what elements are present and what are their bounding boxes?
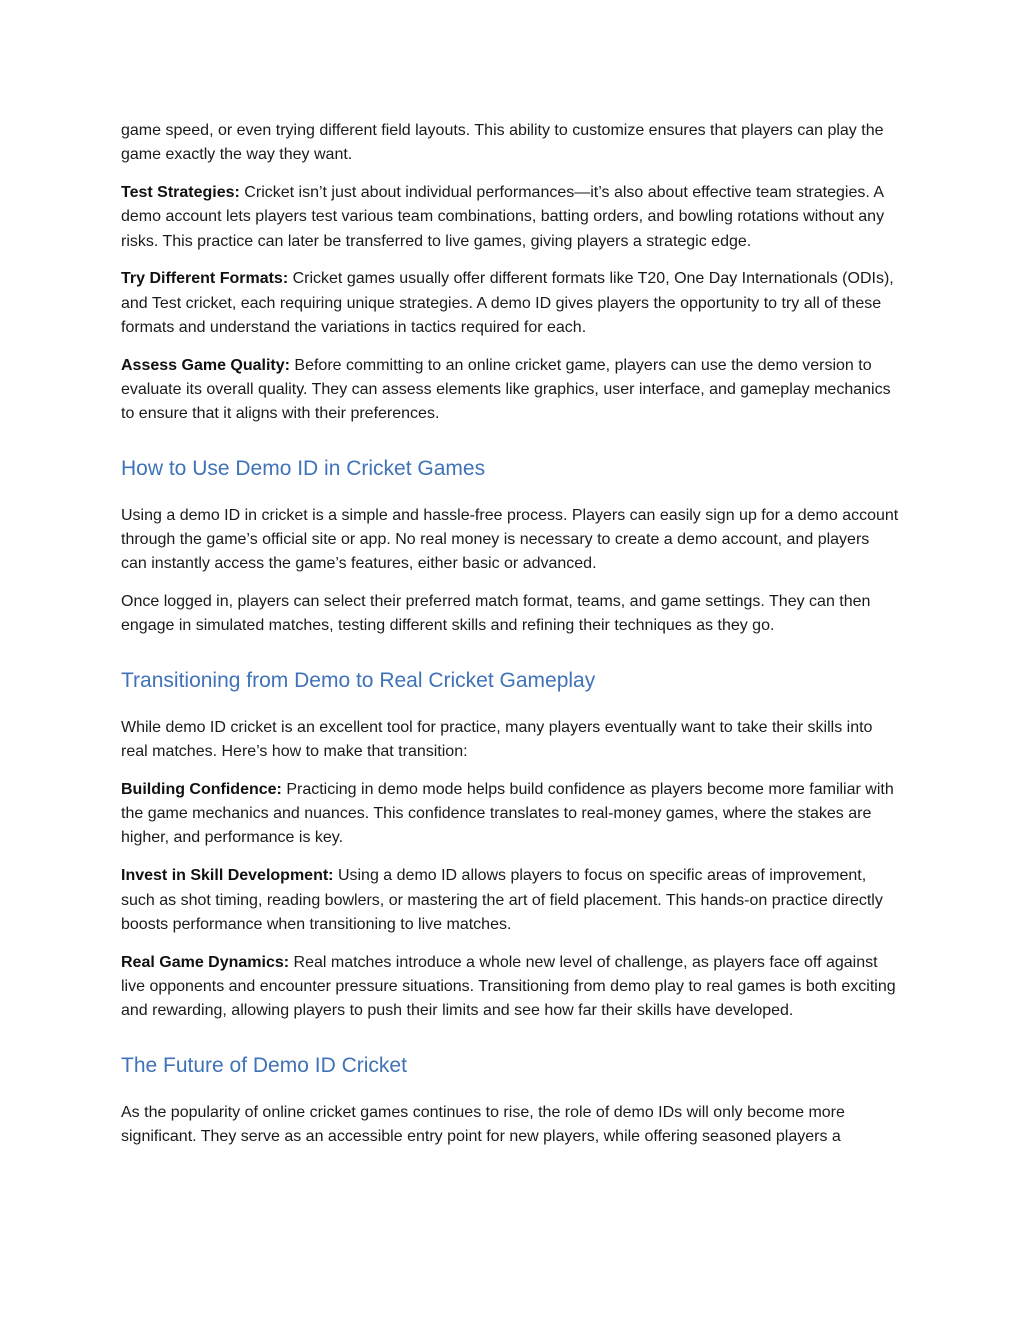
paragraph-try-different-formats: Try Different Formats: Cricket games usually offer different formats like T20, One Day Internationals (ODIs), and Test cricket, each requiring unique strategies. A demo ID gives players the opportunity to try all of these formats and understand the variations in tactics required for each. [121, 270, 894, 337]
lead-real-game-dynamics: Real Game Dynamics: [121, 953, 290, 971]
paragraph-building-confidence: Building Confidence: Practicing in demo mode helps build confidence as players become more familiar with the game mechanics and nuances. This confidence translates to real-money games, where the stakes are higher, and performance is key. [121, 780, 894, 847]
paragraph-real-game-dynamics: Real Game Dynamics: Real matches introduce a whole new level of challenge, as players face off against live opponents and encounter pressure situations. Transitioning from demo play to real games is both exciting and rewarding, allowing players to push their limits and see how far their skills have developed. [121, 953, 896, 1020]
lead-invest-skill-development: Invest in Skill Development: [121, 867, 334, 885]
paragraph-future: As the popularity of online cricket games continues to rise, the role of demo IDs will only become more significant. They serve as an accessible entry point for new players, while offering seasoned players a [121, 1103, 845, 1145]
heading-how-to-use-demo-id: How to Use Demo ID in Cricket Games [121, 456, 486, 480]
lead-assess-game-quality: Assess Game Quality: [121, 356, 290, 374]
paragraph-once-logged-in: Once logged in, players can select their preferred match format, teams, and game settings. They can then engage in simulated matches, testing different skills and refining their techniques as they go. [121, 593, 871, 635]
document-page [121, 119, 899, 1163]
paragraph-using-demo-id: Using a demo ID in cricket is a simple and hassle-free process. Players can easily sign up for a demo account through the game’s official site or app. No real money is necessary to create a demo account, and players can instantly access the game’s features, either basic or advanced. [121, 506, 899, 573]
heading-transitioning-demo-to-real: Transitioning from Demo to Real Cricket Gameplay [121, 668, 596, 692]
lead-test-strategies: Test Strategies: [121, 184, 240, 202]
heading-future-of-demo-id: The Future of Demo ID Cricket [121, 1053, 407, 1077]
paragraph-test-strategies: Test Strategies: Cricket isn’t just about individual performances—it’s also about effective team strategies. A demo account lets players test various team combinations, batting orders, and bowling rotations without any risks. This practice can later be transferred to live games, giving players a strategic edge. [121, 184, 885, 250]
lead-building-confidence: Building Confidence: [121, 780, 282, 798]
paragraph-transition-intro: While demo ID cricket is an excellent tool for practice, many players eventually want to take their skills into real matches. Here’s how to make that transition: [121, 718, 873, 761]
paragraph-invest-skill-development: Invest in Skill Development: Using a demo ID allows players to focus on specific areas of improvement, such as shot timing, reading bowlers, or mastering the art of field placement. This hands-on practice directly boosts performance when transitioning to live matches. [121, 867, 883, 933]
lead-try-different-formats: Try Different Formats: [121, 270, 289, 288]
paragraph-assess-game-quality: Assess Game Quality: Before committing to an online cricket game, players can use the demo version to evaluate its overall quality. They can assess elements like graphics, user interface, and gameplay mechanics to ensure that it aligns with their preferences. [121, 356, 891, 423]
paragraph-intro-continued: game speed, or even trying different field layouts. This ability to customize ensures that players can play the game exactly the way they want. [121, 122, 884, 164]
